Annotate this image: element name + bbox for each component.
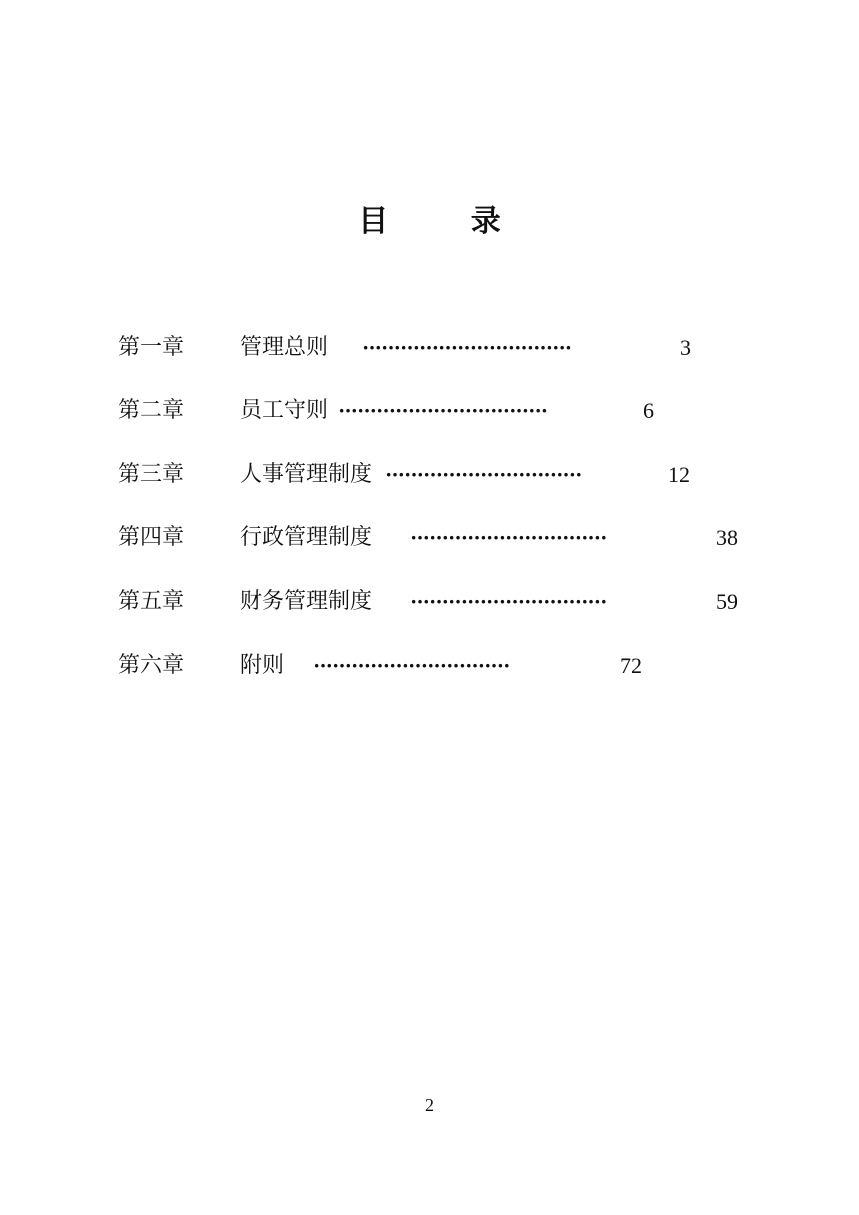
page-footer-number: 2 [425,1095,434,1115]
toc-entry-6[interactable] [0,646,859,686]
toc-leader-dots: ································· [362,335,572,360]
toc-page-number: 6 [643,398,654,423]
toc-page-number: 72 [620,653,642,678]
toc-leader-dots: ······························· [385,462,582,487]
toc-chapter-title: 财务管理制度 [240,589,373,614]
toc-chapter-number: 第二章 [118,398,185,423]
toc-chapter-number: 第四章 [118,525,185,550]
toc-page-number: 38 [716,525,738,550]
toc-leader-dots: ······························· [410,589,607,614]
toc-leader-dots: ······························· [410,525,607,550]
toc-chapter-title: 行政管理制度 [240,525,373,550]
toc-entry-2[interactable] [0,391,859,431]
toc-chapter-number: 第六章 [118,653,185,678]
toc-entry-4[interactable] [0,518,859,558]
toc-page-number: 59 [716,589,738,614]
toc-chapter-number: 第三章 [118,462,185,487]
toc-page-number: 3 [680,335,691,360]
toc-page-number: 12 [668,462,690,487]
toc-leader-dots: ································· [338,398,548,423]
toc-leader-dots: ······························· [313,653,510,678]
page-title: 目 录 [358,204,537,239]
toc-chapter-title: 人事管理制度 [240,462,373,487]
toc-entry-1[interactable] [0,328,859,368]
toc-chapter-title: 管理总则 [240,335,329,360]
toc-entry-3[interactable] [0,455,859,495]
toc-chapter-number: 第一章 [118,335,185,360]
toc-chapter-title: 员工守则 [240,398,329,423]
toc-entry-5[interactable] [0,582,859,622]
toc-chapter-number: 第五章 [118,589,185,614]
toc-chapter-title: 附则 [240,653,285,678]
